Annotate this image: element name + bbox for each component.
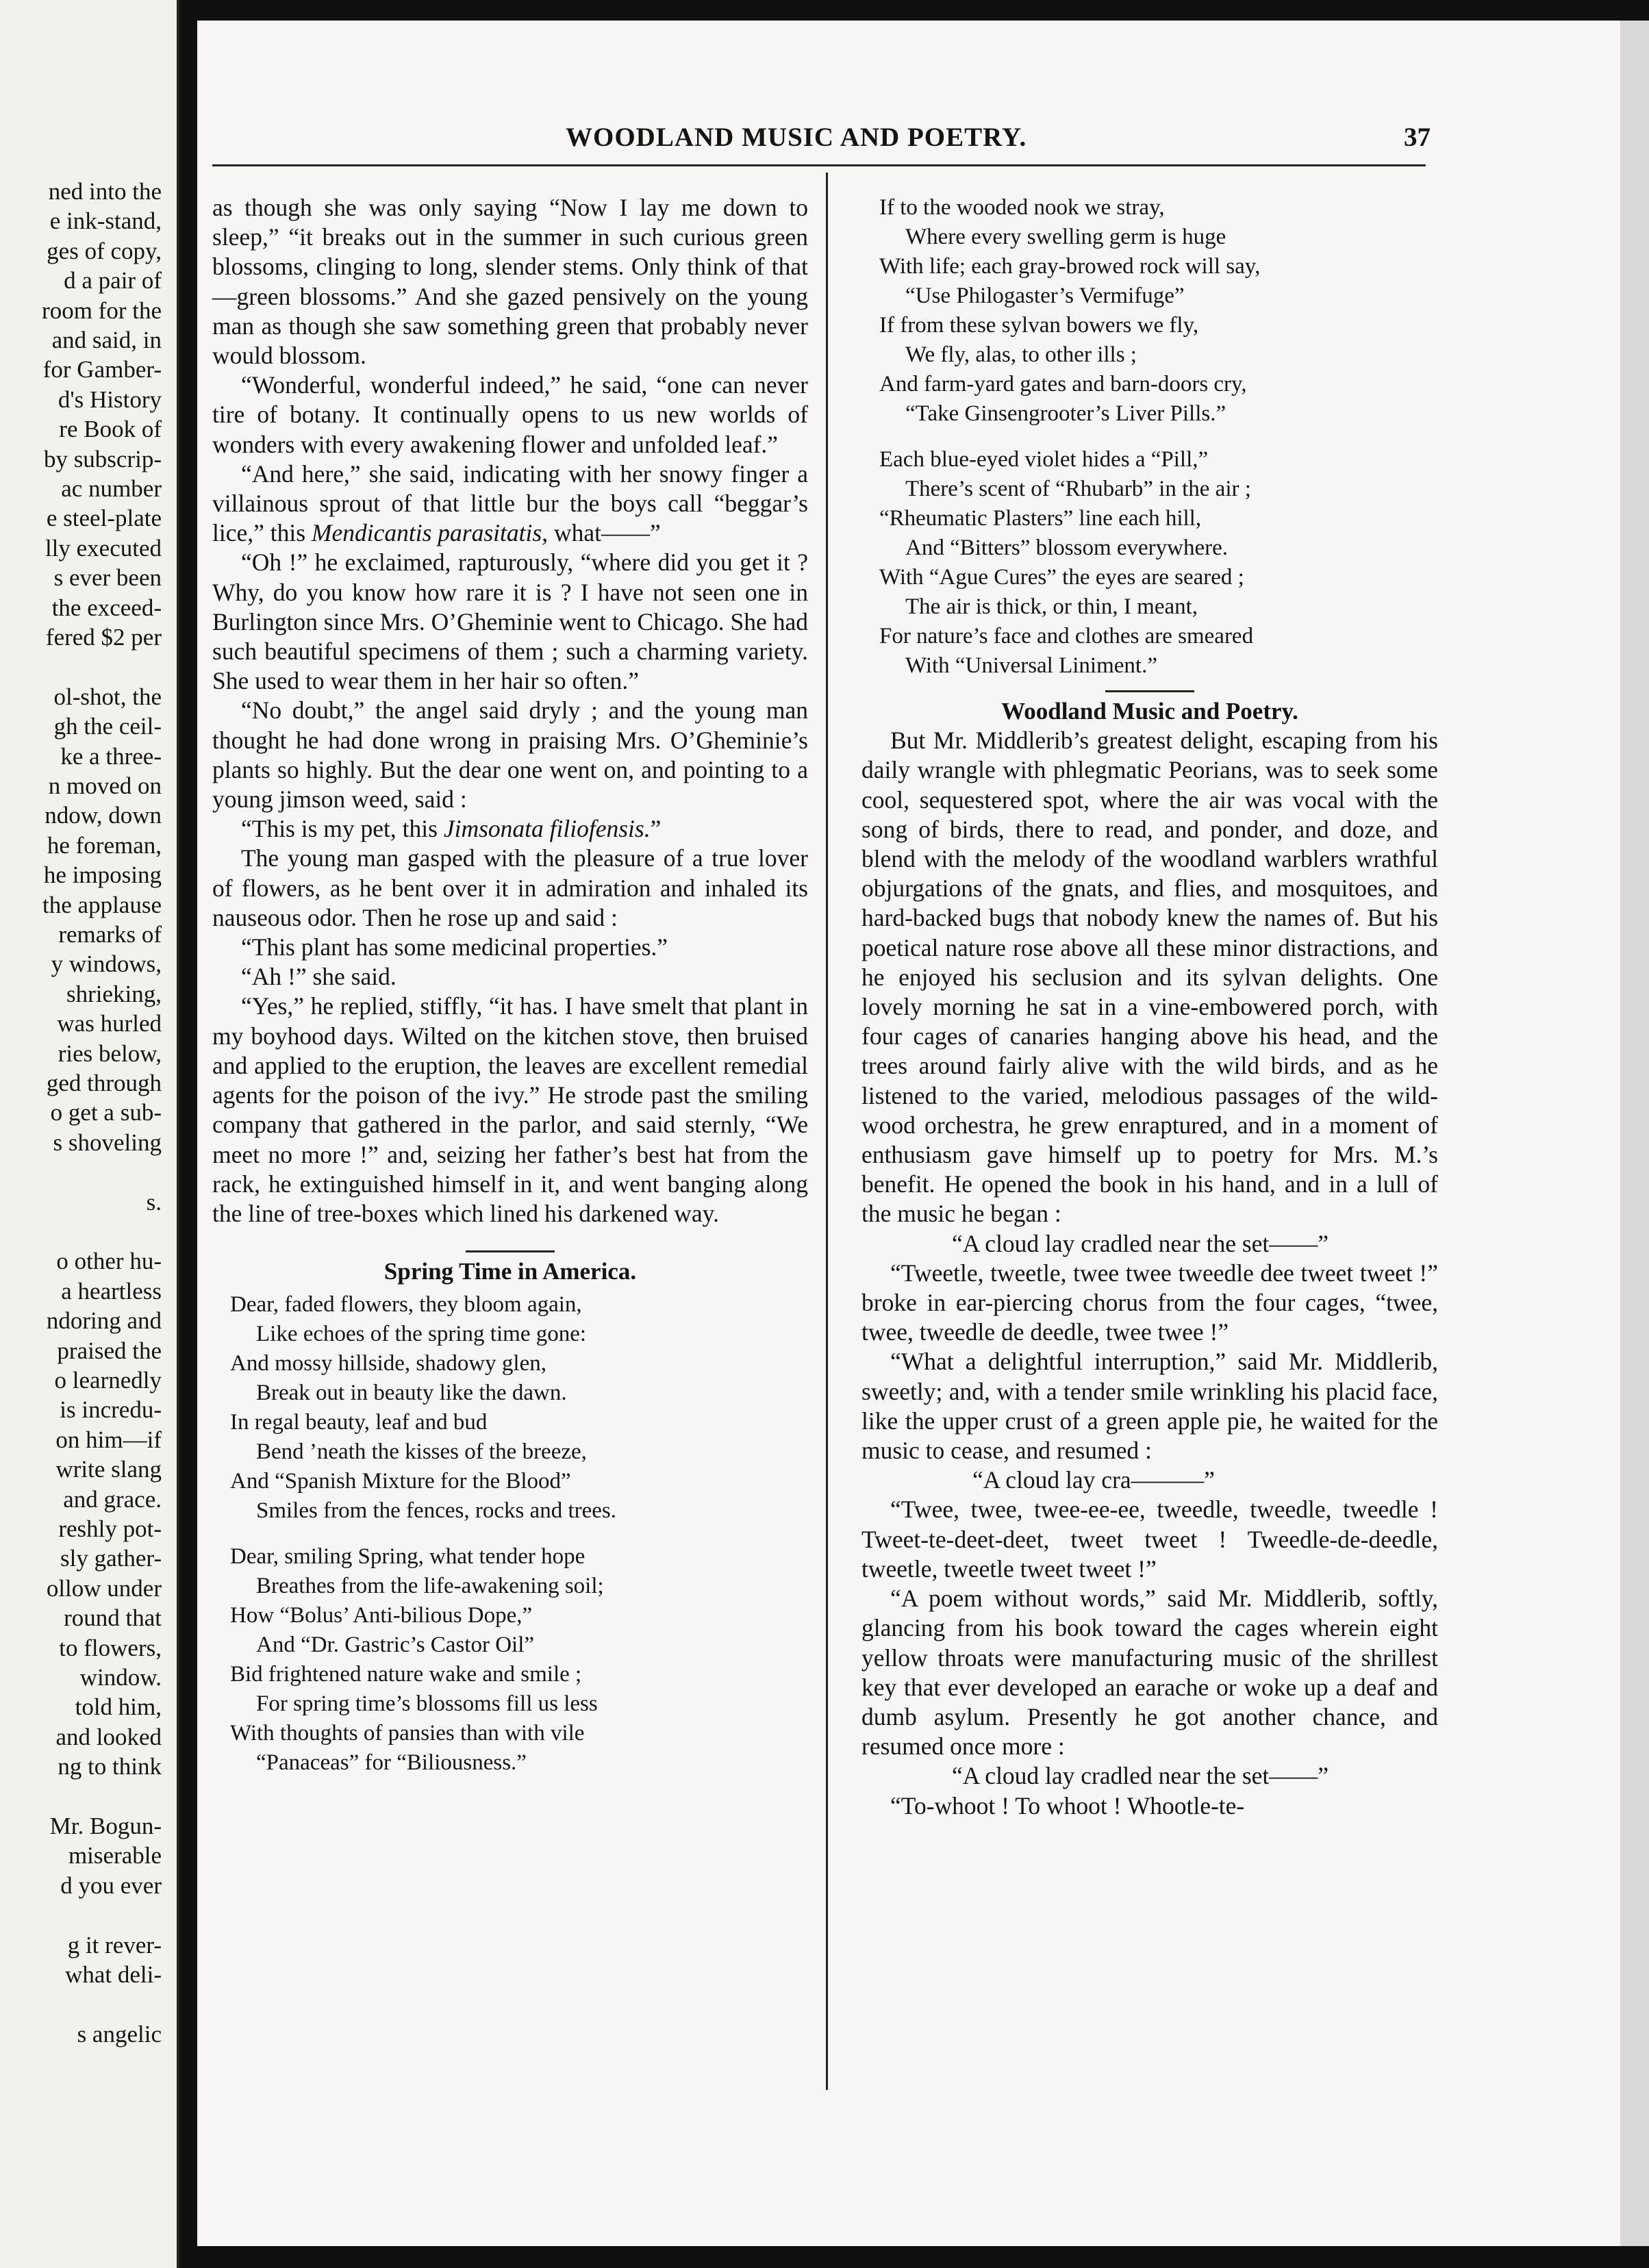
section-divider [466, 1250, 555, 1252]
poem-line: For spring time’s blossoms fill us less [256, 1691, 598, 1717]
poem-continued [861, 193, 1438, 681]
facing-page-line: o learnedly [54, 1367, 162, 1394]
facing-page-line: s angelic [77, 2020, 162, 2048]
facing-page-line: ollow under [46, 1574, 162, 1602]
poem-line: Where every swelling germ is huge [905, 225, 1226, 249]
poem-stanza [879, 445, 1438, 681]
facing-page-line: ol-shot, the [53, 683, 162, 710]
paragraph: as though she was only saying “Now I lay me down to sleep,” “it breaks out in the summer in such curious green blossoms, clinging to long, slender stems. Only think of that—green blossoms.” And she gazed pensively on the young man as though she saw something green that probably never would blossom. [212, 194, 808, 370]
poem-line: We fly, alas, to other ills ; [905, 342, 1137, 367]
poem-line: Each blue-eyed violet hides a “Pill,” [879, 447, 1209, 472]
facing-page-line: d's History [58, 386, 162, 413]
facing-page-line: to flowers, [59, 1634, 162, 1661]
facing-page-line: ned into the [48, 178, 162, 205]
facing-page-line: window. [79, 1664, 162, 1691]
paragraph [212, 814, 808, 844]
poem-line: For nature’s face and clothes are smeared [879, 624, 1254, 648]
facing-page-line: the exceed- [51, 594, 162, 621]
poem-line: “Take Ginsengrooter’s Liver Pills.” [905, 401, 1226, 426]
facing-page-line: he foreman, [47, 831, 162, 859]
facing-page-line: remarks of [58, 921, 162, 948]
facing-page-line: ng to think [58, 1753, 162, 1780]
facing-page-line: what deli- [65, 1961, 162, 1988]
paragraph-text: “This is my pet, this [241, 815, 438, 843]
facing-page-line: the applause [42, 891, 162, 918]
facing-page-line: e ink-stand, [49, 207, 162, 235]
facing-page-line: miserable [68, 1842, 162, 1869]
poem-quote: “A cloud lay cradled near the set——” [952, 1229, 1329, 1257]
left-column [212, 193, 808, 1794]
facing-page-line: ndow, down [45, 802, 162, 829]
poem-line: And “Bitters” blossom everywhere. [905, 536, 1229, 560]
facing-page-line: re Book of [59, 416, 162, 443]
facing-page-line: lly executed [45, 534, 162, 562]
poem-line: And mossy hillside, shadowy glen, [230, 1351, 546, 1376]
facing-page-line: ged through [46, 1070, 162, 1096]
paragraph: But Mr. Middlerib’s greatest delight, escaping from his daily wrangle with phlegmatic Peorians, was to seek some cool, sequestered spot, where the air was vocal with the song of birds, there to read, and ponder, and doze, and blend with the melody of the woodland warblers wrathful objurgations of the gnats, and flies, and mosquitoes, and hard-backed bugs that nobody knew the names of. But his poetical nature rose above all these minor distractions, and he enjoyed his seclusion and its sylvan delights. One lovely morning he sat in a vine-embowered porch, with four cages of canaries hanging above his head, and the trees around fairly alive with the wild birds, and as he listened to the varied, melodious passages of the wild-wood orchestra, he grew enraptured, and in a moment of enthusiasm gave himself up to poetry for Mrs. M.’s benefit. He opened the book in his hand, and in a lull of the music he began : [861, 727, 1438, 1228]
poem-stanza [879, 193, 1438, 429]
paragraph: “No doubt,” the angel said dryly ; and the young man thought he had done wrong in praising Mrs. O’Gheminie’s plants so highly. But the dear one went on, and pointing to a young jimson weed, said : [212, 696, 808, 814]
paragraph: “Tweetle, tweetle, twee twee tweedle dee tweet tweet !” broke in ear-piercing chorus from the four cages, “twee, twee, tweedle de deedle, twee twee !” [861, 1259, 1438, 1346]
paragraph-text: “And here,” she said, indicating with her snowy finger a villainous sprout of that little bur the boys call “beggar’s lice,” this [212, 459, 808, 547]
poem-line: Smiles from the fences, rocks and trees. [256, 1498, 617, 1524]
facing-page-line: on him—if [55, 1426, 162, 1453]
column-rule [826, 173, 828, 2090]
facing-page-line: gh the ceil- [53, 713, 162, 740]
poem-line: “Panaceas” for “Biliousness.” [256, 1750, 527, 1776]
poem-line: Break out in beauty like the dawn. [256, 1381, 567, 1406]
facing-page-line: o other hu- [56, 1248, 162, 1275]
book-page [197, 21, 1620, 2246]
poem-stanza [230, 1542, 808, 1778]
poem-line: How “Bolus’ Anti-bilious Dope,” [230, 1603, 533, 1628]
paragraph [212, 459, 808, 549]
paragraph: “Oh !” he exclaimed, rapturously, “where did you get it ? Why, do you know how rare it is ? I have not seen one in Burlington since Mrs. O’Gheminie went to Chicago. She had such beautiful specimens of them ; such a charming variety. She used to wear them in her hair so often.” [212, 549, 808, 695]
paragraph: “What a delightful interruption,” said Mr. Middlerib, sweetly; and, with a tender smile wrinkling his placid face, like the upper crust of a green apple pie, he waited for the music to cease, and resumed : [861, 1348, 1438, 1465]
poem-line: And “Spanish Mixture for the Blood” [230, 1469, 571, 1494]
facing-page-line: and said, in [51, 327, 162, 353]
running-head [197, 103, 1620, 152]
poem-line: In regal beauty, leaf and bud [230, 1410, 488, 1435]
poem-line: And farm-yard gates and barn-doors cry, [879, 372, 1247, 396]
facing-page-line: and looked [55, 1723, 162, 1750]
facing-page-line: ges of copy, [47, 237, 162, 264]
facing-page-line: ke a three- [60, 742, 162, 770]
poem-line: “Use Philogaster’s Vermifuge” [905, 284, 1185, 308]
facing-page-line: and grace. [63, 1485, 162, 1513]
facing-page-line: round that [64, 1604, 162, 1632]
poem-line: With “Universal Liniment.” [905, 653, 1157, 678]
facing-page-line: sly gather- [60, 1545, 162, 1572]
poem-quote: “A cloud lay cra———” [972, 1466, 1215, 1494]
facing-page-line: room for the [42, 297, 162, 324]
paragraph: “To-whoot ! To whoot ! Whootle-te- [890, 1791, 1245, 1819]
poem-line: If to the wooded nook we stray, [879, 195, 1165, 220]
facing-page-line: he imposing [43, 861, 162, 889]
poem-line: Bid frightened nature wake and smile ; [230, 1662, 582, 1687]
poem-line: There’s scent of “Rhubarb” in the air ; [905, 477, 1251, 501]
poem-line: Like echoes of the spring time gone: [256, 1322, 587, 1347]
poem-line: If from these sylvan bowers we fly, [879, 313, 1199, 338]
poem-line: With life; each gray-browed rock will say, [879, 254, 1261, 279]
poem-line: And “Dr. Gastric’s Castor Oil” [256, 1633, 535, 1658]
page-number: 37 [1404, 123, 1431, 152]
poem [212, 1290, 808, 1778]
section-title: Woodland Music and Poetry. [1001, 698, 1298, 724]
facing-page-line: reshly pot- [58, 1515, 162, 1542]
latin-name: Mendicantis parasitatis, [311, 519, 549, 547]
facing-page-line: a heartless [61, 1277, 162, 1305]
paragraph: “Yes,” he replied, stiffly, “it has. I have smelt that plant in my boyhood days. Wilted on the kitchen stove, then bruised and applied to the eruption, the leaves are excellent remedial agents for the poison of the ivy.” He strode past the smiling company that gathered in the parlor, and said sternly, “We meet no more !” and, seizing her father’s best hat from the rack, he extinguished himself in it, and went banging along the line of tree-boxes which lined his darkened way. [212, 992, 808, 1227]
facing-page-line: o get a sub- [50, 1099, 162, 1126]
facing-page-line: g it rever- [67, 1931, 162, 1958]
paragraph: “This plant has some medicinal properties.” [241, 933, 668, 961]
poem-title: Spring Time in America. [383, 1258, 637, 1285]
paragraph: The young man gasped with the pleasure of a true lover of flowers, as he bent over it in admiration and inhaled its nauseous odor. Then he rose up and said : [212, 844, 808, 931]
poem-line: With “Ague Cures” the eyes are seared ; [879, 565, 1244, 590]
facing-page-line: by subscrip- [43, 445, 162, 473]
facing-page-line: is incredu- [60, 1396, 162, 1424]
facing-page-line: n moved on [48, 772, 162, 799]
section-divider [1105, 690, 1194, 692]
gutter-rule [177, 0, 179, 2268]
poem-line: Dear, smiling Spring, what tender hope [230, 1544, 586, 1570]
facing-page-fragment [0, 0, 177, 2268]
paragraph: “A poem without words,” said Mr. Middlerib, softly, glancing from his book toward the cages wherein eight yellow throats were manufacturing music of the shrillest key that ever developed an earache or woke up a deaf and dumb asylum. Presently he got another chance, and resumed once more : [861, 1585, 1438, 1761]
paragraph-text: ” [650, 815, 662, 843]
paragraph: “Wonderful, wonderful indeed,” he said, “one can never tire of botany. It continually opens to us new worlds of wonders with every awakening flower and unfolded leaf.” [212, 371, 808, 458]
facing-page-line: fered $2 per [45, 624, 162, 651]
facing-page-line: write slang [55, 1456, 162, 1483]
poem-stanza [230, 1290, 808, 1526]
facing-page-line: ndoring and [46, 1307, 162, 1335]
page-title: WOODLAND MUSIC AND POETRY. [566, 123, 1027, 152]
facing-page-line: e steel-plate [46, 505, 162, 532]
paragraph: “Twee, twee, twee-ee-ee, tweedle, tweedle, tweedle ! Tweet-te-deet-deet, tweet tweet ! Tweedle-de-deedle, tweetle, tweetle tweet tweet !” [861, 1496, 1438, 1583]
facing-page-line: y windows, [51, 950, 162, 978]
right-column [861, 193, 1438, 1821]
facing-page-line: d a pair of [64, 267, 162, 294]
poem-line: “Rheumatic Plasters” line each hill, [879, 506, 1202, 531]
facing-page-line: d you ever [60, 1872, 162, 1899]
paragraph-text: what——” [553, 519, 661, 547]
page-edge [1620, 21, 1649, 2246]
facing-page-line: praised the [57, 1337, 162, 1364]
facing-page-line: for Gamber- [42, 356, 162, 383]
header-rule [212, 164, 1426, 166]
poem-quote: “A cloud lay cradled near the set——” [952, 1762, 1329, 1790]
facing-page-line: told him, [75, 1693, 162, 1721]
facing-page-line: was hurled [57, 1010, 162, 1037]
facing-page-line: s shoveling [53, 1129, 162, 1156]
facing-page-line: Mr. Bogun- [49, 1813, 162, 1839]
facing-page-line: ac number [61, 475, 162, 502]
paragraph: “Ah !” she said. [241, 963, 396, 991]
facing-page-line: shrieking, [66, 980, 162, 1007]
facing-page-line: s ever been [53, 564, 162, 592]
poem-line: Dear, faded flowers, they bloom again, [230, 1292, 582, 1318]
poem-line: The air is thick, or thin, I meant, [905, 594, 1198, 619]
latin-name: Jimsonata filiofensis. [443, 815, 651, 843]
facing-page-line: s. [146, 1188, 162, 1215]
poem-line: With thoughts of pansies than with vile [230, 1721, 585, 1746]
poem-line: Bend ’neath the kisses of the breeze, [256, 1439, 587, 1465]
poem-line: Breathes from the life-awakening soil; [256, 1574, 604, 1599]
facing-page-line: ries below, [58, 1040, 162, 1067]
